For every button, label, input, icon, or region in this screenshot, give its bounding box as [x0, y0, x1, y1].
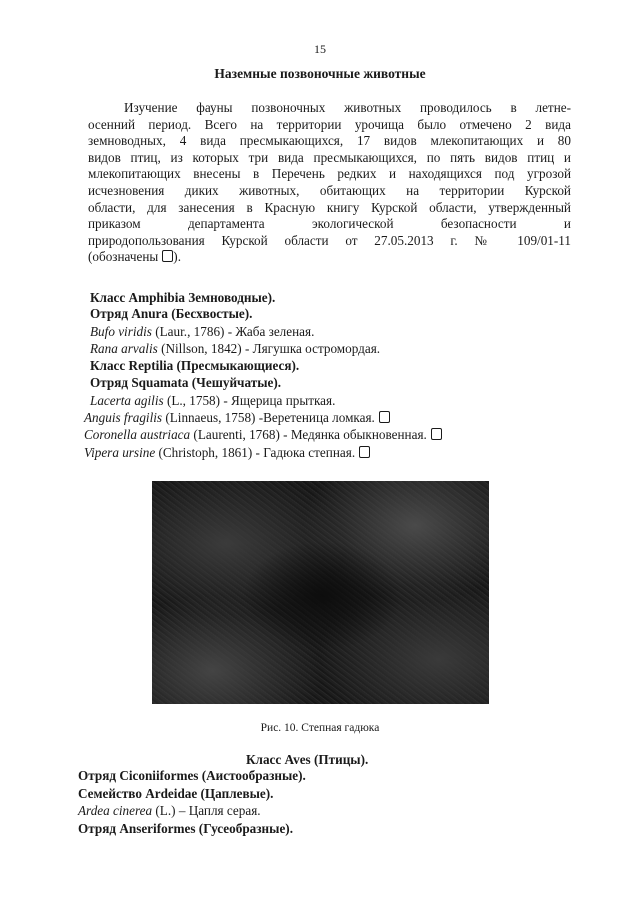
class-amphibia: Класс Amphibia Земноводные). — [90, 290, 276, 305]
red-book-box-icon — [162, 250, 173, 262]
intro-line: природопользования Курской области от 27.05.2013 г. № 109/01-11 — [88, 232, 571, 248]
page-number: 15 — [314, 42, 326, 56]
species-latin: Bufo viridis — [90, 324, 152, 339]
order-anura: Отряд Anura (Бесхвостые). — [90, 306, 253, 321]
species-detail: (Nillson, 1842) - Лягушка остромордая. — [157, 341, 381, 356]
order-ciconiiformes: Отряд Ciconiiformes (Аистообразные). — [78, 768, 306, 783]
species-item — [90, 393, 335, 409]
class-reptilia: Класс Reptilia (Пресмыкающиеся). — [90, 358, 300, 373]
section-heading: Наземные позвоночные животные — [214, 66, 426, 81]
red-book-box-icon — [379, 411, 390, 423]
intro-line: млекопитающих внесены в Перечень редких и находящихся под угрозой — [88, 166, 571, 182]
species-detail: (Christoph, 1861) - Гадюка степная. — [155, 445, 356, 460]
species-latin: Vipera ursine — [84, 445, 156, 460]
species-item — [84, 427, 442, 443]
species-item — [78, 803, 261, 819]
species-latin: Ardea cinerea — [78, 803, 153, 818]
species-latin: Anguis fragilis — [84, 410, 163, 425]
species-latin: Lacerta agilis — [90, 393, 164, 408]
order-squamata: Отряд Squamata (Чешуйчатые). — [90, 375, 282, 390]
intro-line: области, для занесения в Красную книгу Курской области, утвержденный — [88, 199, 571, 215]
species-detail: (Laurenti, 1768) - Медянка обыкновенная. — [190, 427, 427, 442]
species-item — [90, 341, 380, 357]
red-book-box-icon — [431, 428, 442, 440]
family-ardeidae: Семейство Ardeidae (Цаплевые). — [78, 786, 274, 801]
red-book-box-icon — [359, 446, 370, 458]
intro-line: земноводных, 4 вида пресмыкающихся, 17 видов млекопитающих и 80 — [88, 133, 571, 149]
species-item — [90, 324, 314, 340]
intro-paragraph — [88, 100, 571, 266]
viper-photo — [152, 481, 489, 704]
species-latin: Rana arvalis — [90, 341, 158, 356]
figure-caption: Рис. 10. Степная гадюка — [260, 722, 380, 734]
order-anseriformes: Отряд Anseriformes (Гусеобразные). — [78, 821, 293, 836]
species-item — [84, 445, 370, 461]
intro-line: видов птиц, из которых три вида пресмыкающихся, по пять видов птиц и — [88, 149, 571, 165]
species-detail: (L.) – Цапля серая. — [152, 803, 261, 818]
species-latin: Coronella austriaca — [84, 427, 191, 442]
intro-last-end: ). — [173, 249, 181, 265]
intro-line: приказом департамента экологической безопасности и — [88, 216, 571, 232]
intro-line — [88, 249, 571, 266]
intro-line: осенний период. Всего на территории урочища было отмечено 2 вида — [88, 116, 571, 132]
intro-line: Изучение фауны позвоночных животных проводилось в летне- — [124, 100, 571, 115]
species-detail: (Linnaeus, 1758) -Веретеница ломкая. — [162, 410, 375, 425]
species-detail: (L., 1758) - Ящерица прыткая. — [163, 393, 336, 408]
species-detail: (Laur., 1786) - Жаба зеленая. — [151, 324, 315, 339]
intro-line: исчезновения диких животных, обитающих на территории Курской — [88, 182, 571, 198]
photo-shadow — [242, 541, 402, 651]
species-item — [84, 410, 390, 426]
intro-last-text: (обозначены — [88, 249, 159, 265]
class-aves: Класс Aves (Птицы). — [246, 752, 369, 767]
